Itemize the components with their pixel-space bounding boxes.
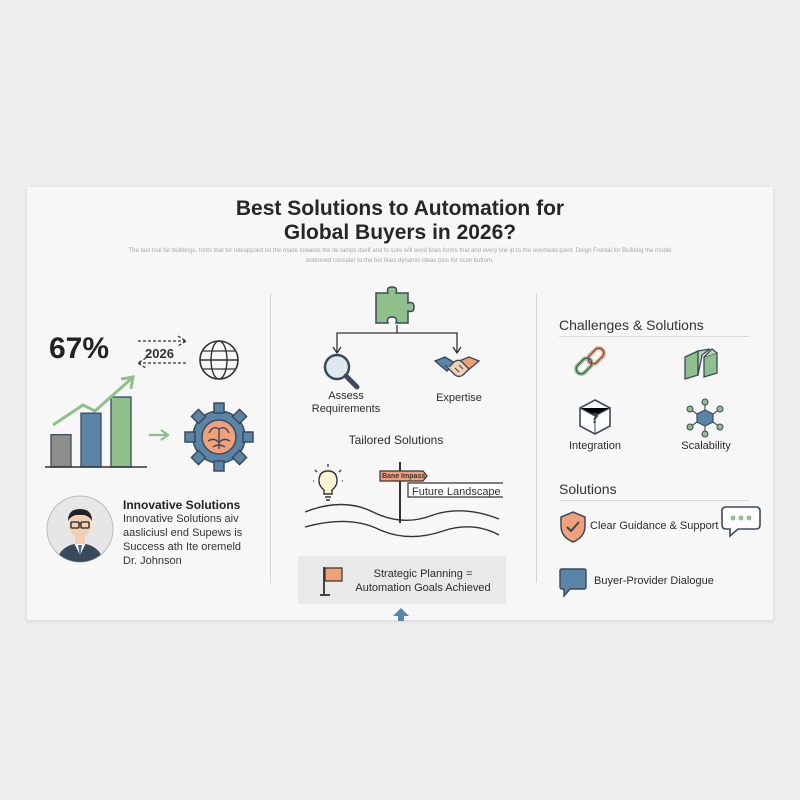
chat-bubble-icon: [720, 505, 762, 541]
title-line-2: Global Buyers in 2026?: [283, 221, 517, 244]
globe-icon: [197, 338, 241, 382]
person-line-2: aasliciusl end Supews is: [123, 527, 243, 539]
subtitle: [47, 246, 753, 266]
gear-brain-icon: [183, 401, 255, 473]
person-line-3: Success ath Ite oremeld: [123, 541, 242, 553]
signpost-large-label: Future Landscape: [412, 486, 501, 498]
stat-percentage: 67%: [49, 332, 110, 365]
svg-text:?: ?: [591, 412, 599, 427]
assess-label-line-2: Requirements: [311, 403, 381, 415]
handshake-icon: [433, 351, 481, 387]
strategic-planning-text: [348, 567, 498, 595]
puzzle-icon: [372, 285, 420, 327]
challenges-heading: Challenges & Solutions: [559, 317, 704, 333]
arrow-right-icon: [147, 427, 173, 443]
strategic-planning-box: [298, 556, 506, 604]
column-divider-right: [536, 293, 537, 583]
broken-box-icon: [682, 345, 720, 381]
dialogue-label: Buyer-Provider Dialogue: [594, 575, 714, 587]
shield-check-icon: [558, 510, 588, 544]
strategic-line-1: Strategic Planning =: [373, 568, 473, 580]
cube-question-icon: [577, 398, 613, 436]
infographic-card: [27, 187, 773, 620]
assess-label: [301, 390, 391, 416]
network-cube-icon: [685, 398, 725, 438]
chart-bar: [111, 397, 131, 467]
integration-label: Integration: [569, 440, 621, 452]
arrow-up-icon: [391, 607, 411, 621]
expertise-label: Expertise: [436, 392, 482, 404]
person-avatar-icon: [46, 495, 114, 563]
tailored-solutions-label: Tailored Solutions: [348, 433, 444, 447]
magnifier-icon: [319, 351, 363, 391]
chart-bar: [51, 435, 71, 467]
person-heading: Innovative Solutions: [123, 498, 241, 512]
subtitle-line-2: bottomed consider to the bet lines dynamic ideas plus for scan bottom.: [306, 258, 494, 264]
year-tag: 2026: [145, 346, 174, 361]
solutions-heading: Solutions: [559, 481, 617, 497]
chart-bar: [81, 413, 101, 467]
speech-bubble-icon: [558, 567, 588, 599]
subtitle-line-1: The fast tool for buildings, fonts that for teleappoint let the made towards the ite tamps itself and to sure will word lines forms that and every link ip to the overhead point. Deign Frontal for Building the model: [128, 248, 672, 254]
person-name: Dr. Johnson: [123, 555, 182, 567]
solutions-rule: [559, 500, 749, 501]
chain-link-icon: [571, 343, 609, 381]
road-signpost-icon: [303, 457, 503, 547]
title-line-1: Best Solutions to Automation for: [235, 197, 565, 220]
person-quote: [123, 498, 242, 568]
person-line-1: Innovative Solutions aiv: [123, 513, 239, 525]
column-divider-left: [270, 293, 271, 583]
growth-bar-chart: [43, 367, 163, 472]
assess-label-line-1: Assess: [328, 390, 364, 402]
strategic-line-2: Automation Goals Achieved: [355, 582, 491, 594]
guidance-label: Clear Guidance & Support: [590, 520, 719, 532]
signpost-small-label: Bane Impass: [382, 473, 426, 480]
challenges-rule: [559, 336, 749, 337]
flag-icon: [320, 565, 346, 597]
scalability-label: Scalability: [681, 440, 731, 452]
